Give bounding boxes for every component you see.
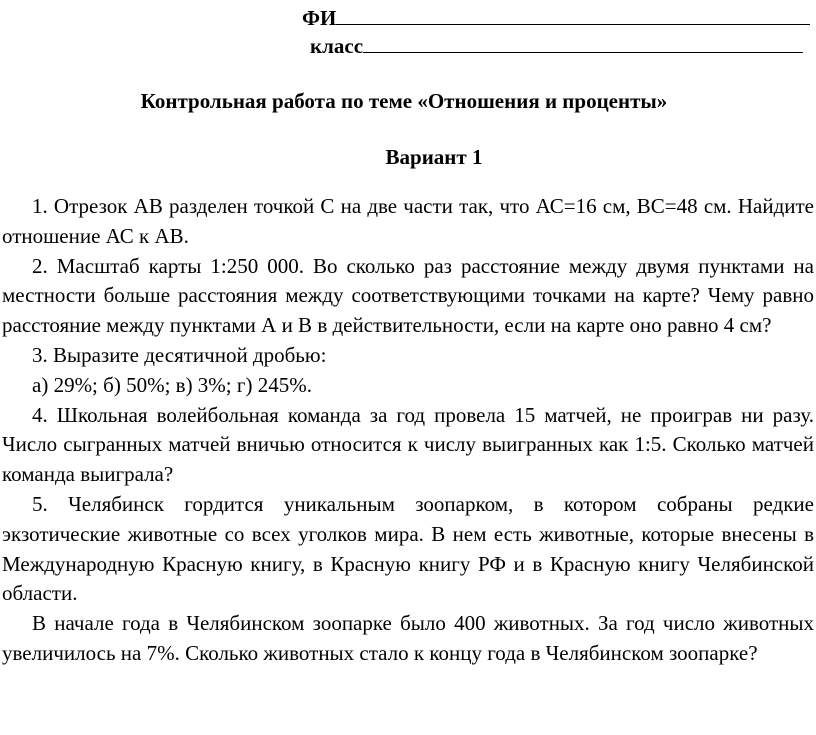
task-1: 1. Отрезок АВ разделен точкой С на две части так, что АС=16 см, ВС=48 см. Найдите отношение АС к АВ. xyxy=(2,194,814,248)
student-name-blank-line xyxy=(336,4,810,25)
student-name-label: ФИ xyxy=(302,6,337,30)
task-3: 3. Выразите десятичной дробью: xyxy=(32,342,327,367)
class-blank-line xyxy=(363,32,803,53)
task-5-intro: 5. Челябинск гордится уникальным зоопарком, в котором собраны редкие экзотические животные со всех уголков мира. В нем есть животные, которые внесены в Международную Красную книгу, в Красную книгу РФ и в Красную книгу Челябинской области. xyxy=(2,491,814,606)
student-name-field xyxy=(302,4,810,30)
class-field xyxy=(310,32,803,58)
task-5-question: В начале года в Челябинском зоопарке было 400 животных. За год число животных увеличилось на 7%. Сколько животных стало к концу года в Челябинском зоопарке? xyxy=(2,611,814,665)
task-4: 4. Школьная волейбольная команда за год провела 15 матчей, не проиграв ни разу. Число сыгранных матчей вничью относится к числу выигранных как 1:5. Сколько матчей команда выиграла? xyxy=(2,402,814,487)
class-label: класс xyxy=(310,34,364,58)
variant-heading: Вариант 1 xyxy=(385,145,483,169)
task-list xyxy=(2,192,814,669)
test-title: Контрольная работа по теме «Отношения и проценты» xyxy=(140,89,668,113)
task-2: 2. Масштаб карты 1:250 000. Во сколько раз расстояние между двумя пунктами на местности больше расстояния между соответствующими точками на карте? Чему равно расстояние между пунктами А и В в действительности, если на карте оно равно 4 см? xyxy=(2,253,814,338)
task-3-options: а) 29%; б) 50%; в) 3%; г) 245%. xyxy=(32,372,312,397)
